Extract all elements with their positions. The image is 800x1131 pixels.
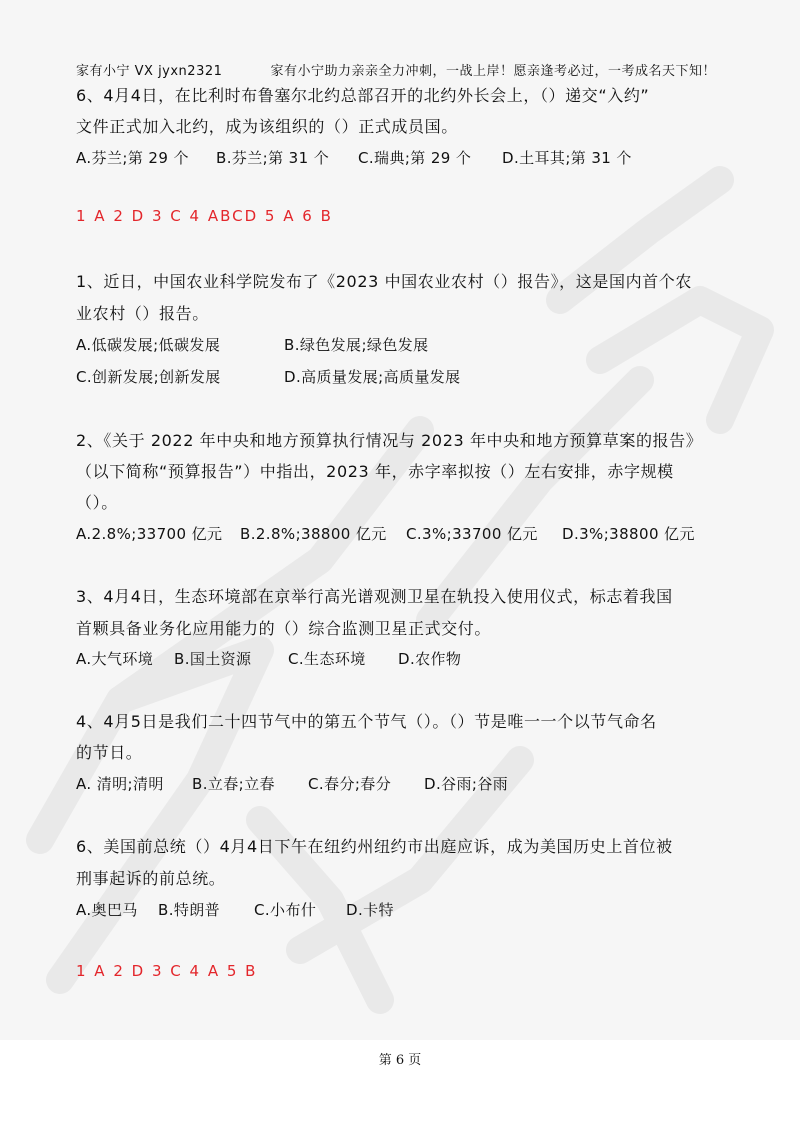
question-text-line: 首颗具备业务化应用能力的（）综合监测卫星正式交付。 xyxy=(76,619,492,638)
question-text-line: （以下简称“预算报告”）中指出，2023 年，赤字率拟按（）左右安排，赤字规模 xyxy=(76,462,674,481)
option-c: C.瑞典;第 29 个 xyxy=(358,149,472,167)
question-text-line: （）。 xyxy=(76,493,118,512)
option-b: B.2.8%;38800 亿元 xyxy=(240,525,387,543)
header-right: 家有小宁助力亲亲全力冲刺，一战上岸！愿亲逢考必过，一考成名天下知！ xyxy=(270,64,716,79)
option-d: D.谷雨;谷雨 xyxy=(424,775,509,793)
answer-key: 1 A 2 D 3 C 4 A 5 B xyxy=(76,962,258,980)
option-d: D.土耳其;第 31 个 xyxy=(502,149,632,167)
option-c: C.春分;春分 xyxy=(308,775,392,793)
option-d: D.高质量发展;高质量发展 xyxy=(284,368,461,386)
option-a: A.2.8%;33700 亿元 xyxy=(76,525,223,543)
question-text-line: 文件正式加入北约，成为该组织的（）正式成员国。 xyxy=(76,117,458,136)
option-c: C.创新发展;创新发展 xyxy=(76,368,221,386)
question-text-line: 6、美国前总统（）4月4日下午在纽约州纽约市出庭应诉，成为美国历史上首位被 xyxy=(76,837,673,856)
option-a: A.大气环境 xyxy=(76,650,154,668)
option-b: B.立春;立春 xyxy=(192,775,275,793)
question-text-line: 4、4月5日是我们二十四节气中的第五个节气（）。（）节是唯一一个以节气命名 xyxy=(76,712,657,731)
option-c: C.3%;33700 亿元 xyxy=(406,525,538,543)
option-d: D.农作物 xyxy=(398,650,462,668)
option-b: B.国土资源 xyxy=(174,650,252,668)
option-a: A.低碳发展;低碳发展 xyxy=(76,336,221,354)
option-c: C.小布什 xyxy=(254,901,317,919)
option-a: A. 清明;清明 xyxy=(76,775,164,793)
question-text-line: 2、《关于 2022 年中央和地方预算执行情况与 2023 年中央和地方预算草案的报告》 xyxy=(76,431,703,450)
option-d: D.3%;38800 亿元 xyxy=(562,525,695,543)
header-left: 家有小宁 VX jyxn2321 xyxy=(76,64,223,79)
answer-key: 1 A 2 D 3 C 4 ABCD 5 A 6 B xyxy=(76,207,333,225)
question-text-line: 1、近日，中国农业科学院发布了《2023 中国农业农村（）报告》，这是国内首个农 xyxy=(76,272,692,291)
question-text-line: 的节日。 xyxy=(76,743,143,762)
option-b: B.芬兰;第 31 个 xyxy=(216,149,330,167)
option-c: C.生态环境 xyxy=(288,650,366,668)
option-d: D.卡特 xyxy=(346,901,394,919)
question-text-line: 6、4月4日，在比利时布鲁塞尔北约总部召开的北约外长会上，（）递交“入约” xyxy=(76,86,650,105)
option-a: A.芬兰;第 29 个 xyxy=(76,149,189,167)
option-b: B.特朗普 xyxy=(158,901,221,919)
question-text-line: 刑事起诉的前总统。 xyxy=(76,869,226,888)
question-text-line: 业农村（）报告。 xyxy=(76,304,209,323)
page-number: 第 6 页 xyxy=(378,1053,422,1068)
question-text-line: 3、4月4日，生态环境部在京举行高光谱观测卫星在轨投入使用仪式，标志着我国 xyxy=(76,587,673,606)
option-a: A.奥巴马 xyxy=(76,901,138,919)
option-b: B.绿色发展;绿色发展 xyxy=(284,336,429,354)
